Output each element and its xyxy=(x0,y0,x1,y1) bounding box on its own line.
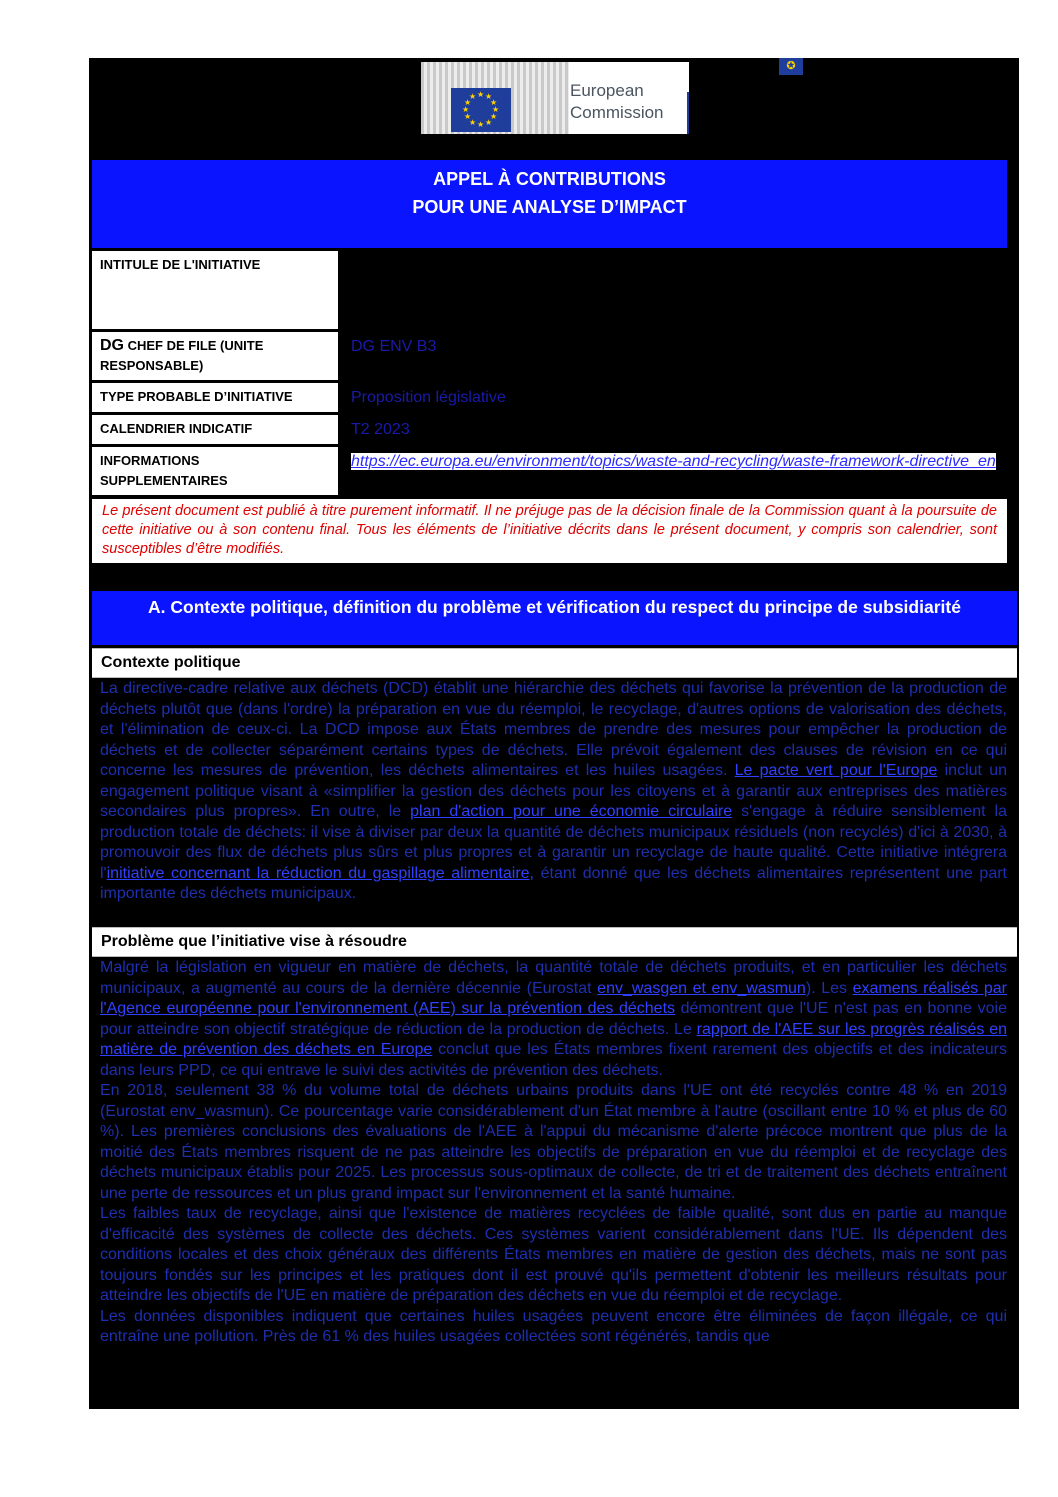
logo-divider xyxy=(687,92,689,134)
field-label-type: TYPE PROBABLE D’INITIATIVE xyxy=(92,383,338,412)
problem-paragraphs xyxy=(100,958,1007,1348)
problem-heading: Problème que l’initiative vise à résoudre xyxy=(92,927,1017,957)
field-value-intitule xyxy=(341,251,1007,329)
field-label-informations: INFORMATIONS SUPPLEMENTAIRES xyxy=(92,447,338,495)
problem-text-4: conclut que les États membres fixent rarement des objectifs et des indicateurs dans leurs PPD, ce qui entrave le suivi des activités de prévention des déchets. xyxy=(100,1041,1007,1079)
context-heading: Contexte politique xyxy=(92,648,1017,678)
document-title-line1: APPEL À CONTRIBUTIONS xyxy=(433,169,666,189)
field-value-dg: DG ENV B3 xyxy=(341,332,1007,380)
aee-examens-link[interactable]: examens réalisés par l'Agence européenne pour l'environnement (AEE) sur la prévention des déchets xyxy=(100,979,1008,1017)
document-title-box xyxy=(92,160,1007,248)
eu-flag-small-icon: ✪ xyxy=(779,58,803,75)
context-text-1: La directive-cadre relative aux déchets (DCD) établit une hiérarchie des déchets qui favorise la prévention de la production de déchets plutôt que (dans l'ordre) la préparation en vue du réemploi, le recyclage, d'autres options de valorisation des déchets, et l'élimination de ceux-ci. La DCD impose aux États membres de prendre des mesures pour empêcher la production de déchets et de collecter séparément certains types de déchets. Elle prévoit également des clauses de révision en ce qui concerne les mesures de prévention, les déchets alimentaires et les huiles usagées. xyxy=(100,680,1007,779)
problem-paragraph-recycling: En 2018, seulement 38 % du volume total de déchets urbains produits dans l'UE ont été recyclés contre 48 % en 2019 (Eurostat env_wasmun). Ce pourcentage varie considérablement d'un État membre à l'autre (oscillant entre 10 % et plus de 60 %). Les premières conclusions des évaluations de l'AEE à l'appui du mécanisme d'alerte précoce montrent que plus de la moitié des États membres risquent de ne pas atteindre les objectifs de préparation en vue du réemploi et de recyclage des déchets municipaux établis pour 2025. Les processus sous-optimaux de collecte, de tri et de traitement des déchets entraînent une perte de ressources et un plus grand impact sur l'environnement et la santé humaine. xyxy=(100,1082,1007,1202)
problem-paragraph-collection: Les faibles taux de recyclage, ainsi que l'existence de matières recyclées de faible qualité, sont dus en partie au manque d'efficacité des systèmes de collecte des déchets. Ces systèmes varient considérablement dans l'UE. Ils dépendent des conditions locales et des choix généraux des différents États membres en matière de gestion des déchets, mais ne sont pas toujours fondés sur les principes et les pratiques dont il est prouvé qu'ils permettent d'obtenir les meilleurs résultats pour atteindre les objectifs de l'UE en matière de préparation des déchets en vue du réemploi et de recyclage. xyxy=(100,1205,1007,1304)
field-label-dg-big: DG xyxy=(100,337,124,354)
field-label-dg-rest: CHEF DE FILE (UNITE RESPONSABLE) xyxy=(100,338,264,373)
problem-text-1: Malgré la législation en vigueur en matière de déchets, la quantité totale de déchets produits, et en particulier les déchets municipaux, a augmenté au cours de la dernière décennie (Eurostat xyxy=(100,959,1007,997)
gaspillage-alimentaire-link[interactable]: initiative concernant la réduction du gaspillage alimentaire, xyxy=(106,864,534,882)
logo-wordmark-line2: Commission xyxy=(570,103,664,122)
field-value-type: Proposition législative xyxy=(341,383,1007,412)
pacte-vert-link[interactable]: Le pacte vert pour l'Europe xyxy=(734,762,938,779)
context-paragraph xyxy=(100,679,1007,905)
context-text-3: s'engage à réduire sensiblement la production totale de déchets: il vise à diviser par deux la quantité de déchets municipaux résiduels (non recyclés) d'ici à 2030, à promouvoir des flux de déchets plus sûrs et plus propres et à garantir un recyclage de haute qualité. Cette initiative intégrera l' xyxy=(100,803,1008,882)
plan-action-link[interactable]: plan d'action pour une économie circulaire xyxy=(410,803,733,820)
field-value-calendrier: T2 2023 xyxy=(341,415,1007,444)
disclaimer-text: Le présent document est publié à titre purement informatif. Il ne préjuge pas de la décision finale de la Commission quant à la poursuite de cette initiative ou à son contenu final. Tous les éléments de l’initiative décrits dans le présent document, y compris son calendrier, sont susceptibles d’être modifiés. xyxy=(92,499,1007,563)
field-label-calendrier: CALENDRIER INDICATIF xyxy=(92,415,338,444)
section-a-title: A. Contexte politique, définition du problème et vérification du respect du principe de subsidiarité xyxy=(92,591,1017,645)
problem-text-3: démontrent que l'UE n'est pas en bonne voie pour atteindre son objectif stratégique de réduction de la production de déchets. Le xyxy=(100,1000,1007,1038)
aee-rapport-link[interactable]: rapport de l'AEE sur les progrès réalisés en matière de prévention des déchets en Europe xyxy=(100,1020,1007,1058)
eu-flag-icon: ★ ★ ★ ★ ★ ★ ★ ★ ★ ★ ★ ★ xyxy=(451,88,511,132)
document-page xyxy=(89,58,1019,1409)
waste-framework-directive-link[interactable]: https://ec.europa.eu/environment/topics/waste-and-recycling/waste-framework-directive_en xyxy=(351,453,996,470)
document-title-line2: POUR UNE ANALYSE D’IMPACT xyxy=(412,197,687,217)
logo-wordmark-line1: European xyxy=(570,81,644,100)
field-label-dg xyxy=(92,332,338,380)
field-label-intitule: INTITULE DE L'INITIATIVE xyxy=(92,251,338,329)
european-commission-logo xyxy=(421,62,689,134)
problem-paragraph-oils: Les données disponibles indiquent que certaines huiles usagées peuvent encore être éliminées de façon illégale, ce qui entraîne une pollution. Près de 61 % des huiles usagées collectées sont régénérés, tandis que xyxy=(100,1307,1007,1345)
eurostat-link[interactable]: env_wasgen et env_wasmun xyxy=(597,979,806,997)
field-value-informations xyxy=(341,447,1007,495)
context-text-2: inclut un engagement politique visant à «simplifier la gestion des déchets pour les citoyens et à garantir aux entreprises des matières secondaires plus propres». En outre, le xyxy=(100,762,1007,820)
context-text-4: étant donné que les déchets alimentaires représentent une part importante des déchets municipaux. xyxy=(100,864,1008,902)
logo-wordmark xyxy=(570,80,664,124)
problem-text-2: ). Les xyxy=(805,979,853,997)
